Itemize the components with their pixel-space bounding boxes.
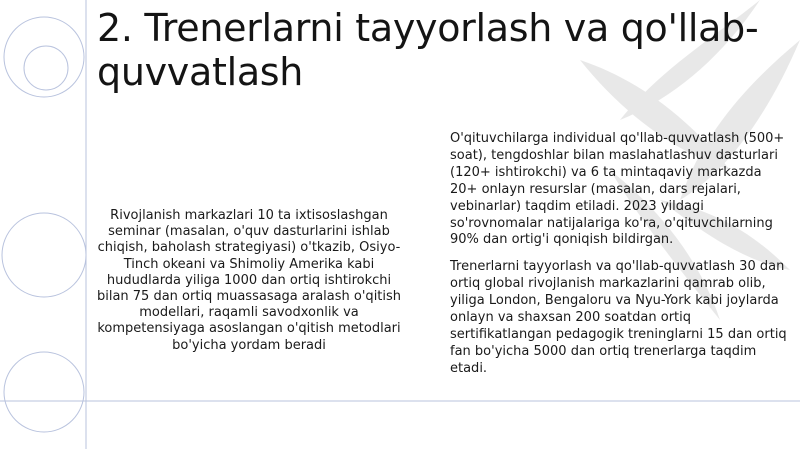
- right-text-column: [450, 131, 790, 378]
- right-paragraph-1: O'qituvchilarga individual qo'llab-quvvatlash (500+ soat), tengdoshlar bilan maslahatlashuv dasturlari (120+ ishtirokchi) va 6 ta mintaqaviy markazda 20+ onlayn resurslar (masalan, dars rejalari, vebinarlar) taqdim etiladi. 2023 yildagi so'rovnomalar natijalariga ko'ra, o'qituvchilarning 90% dan ortig'i qoniqish bildirgan.: [450, 131, 785, 248]
- middle-circle: [2, 213, 86, 297]
- top-circle-inner: [24, 46, 68, 90]
- right-paragraph-2: Trenerlarni tayyorlash va qo'llab-quvvatlash 30 dan ortiq global rivojlanish markazlarini qamrab olib, yiliga London, Bengaloru va Nyu-York kabi joylarda onlayn va shaxsan 200 soatdan ortiq sertifikatlangan pedagogik treninglarni 15 dan ortiq fan bo'yicha 5000 dan ortiq trenerlarga taqdim etadi.: [450, 259, 787, 376]
- bottom-circle: [4, 352, 84, 432]
- slide-title: 2. Trenerlarni tayyorlash va qo'llab-quvvatlash: [97, 6, 759, 94]
- left-text-block: Rivojlanish markazlari 10 ta ixtisoslashgan seminar (masalan, o'quv dasturlarini ishlab chiqish, baholash strategiyasi) o'tkazib, Osiyo-Tinch okeani va Shimoliy Amerika kabi hududlarda yiliga 1000 dan ortiq ishtirokchi bilan 75 dan ortiq muassasaga aralash o'qitish modellari, raqamli savodxonlik va kompetensiyaga asoslangan o'qitish metodlari bo'yicha yordam beradi: [96, 208, 402, 353]
- top-circle-outer: [4, 17, 84, 97]
